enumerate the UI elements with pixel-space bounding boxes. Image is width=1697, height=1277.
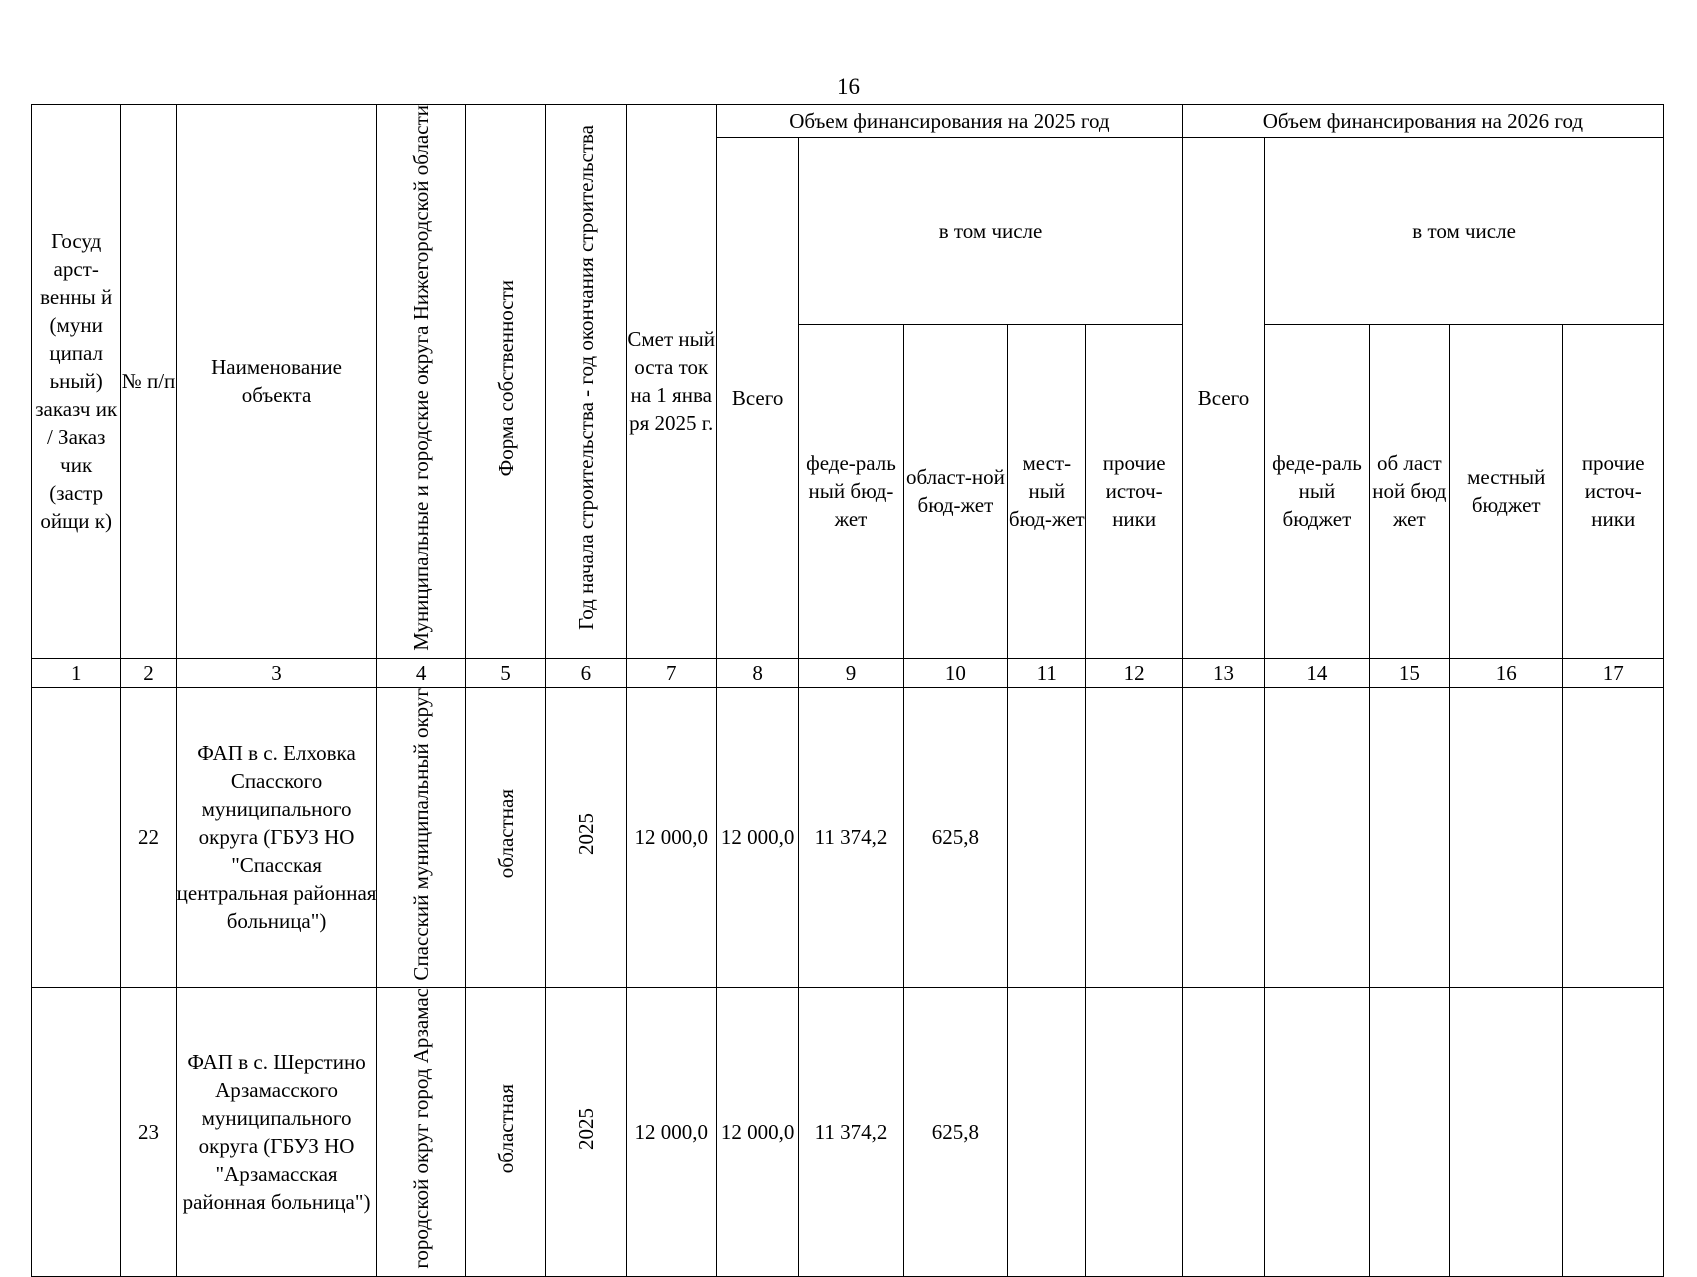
header-customer: Госуд арст-венны й (муни ципал ьный) заказч ик / Заказ чик (застр ойщи к) [32, 105, 121, 659]
cell-local-2025 [1008, 687, 1086, 988]
cell-regional-2026 [1369, 687, 1449, 988]
header-including-2025: в том числе [799, 138, 1183, 325]
column-number: 15 [1369, 658, 1449, 687]
header-local-2026: местный бюджет [1449, 324, 1562, 658]
cell-num: 22 [121, 687, 176, 988]
header-row-1 [32, 105, 1664, 138]
table-row [32, 687, 1664, 988]
header-object-name: Наименование объекта [176, 105, 377, 659]
cell-estimate: 12 000,0 [626, 988, 716, 1277]
cell-local-2026 [1449, 988, 1562, 1277]
header-federal-2025: феде-раль ный бюд-жет [799, 324, 903, 658]
cell-federal-2026 [1265, 687, 1369, 988]
column-number-row [32, 658, 1664, 687]
cell-object-name: ФАП в с. Елховка Спасского муниципального округа (ГБУЗ НО "Спасская центральная районная больница") [176, 687, 377, 988]
column-number: 9 [799, 658, 903, 687]
cell-federal-2025: 11 374,2 [799, 687, 903, 988]
cell-years: 2025 [546, 687, 626, 988]
column-number: 2 [121, 658, 176, 687]
cell-ownership: областная [465, 687, 545, 988]
cell-total-2025: 12 000,0 [716, 687, 798, 988]
cell-other-2026 [1563, 687, 1664, 988]
column-number: 16 [1449, 658, 1562, 687]
header-regional-2025: област-ной бюд-жет [903, 324, 1007, 658]
cell-total-2025: 12 000,0 [716, 988, 798, 1277]
cell-years: 2025 [546, 988, 626, 1277]
column-number: 7 [626, 658, 716, 687]
cell-estimate: 12 000,0 [626, 687, 716, 988]
cell-other-2025 [1086, 687, 1182, 988]
column-number: 6 [546, 658, 626, 687]
cell-federal-2026 [1265, 988, 1369, 1277]
cell-federal-2025: 11 374,2 [799, 988, 903, 1277]
cell-district: городской округ город Арзамас [377, 988, 465, 1277]
column-number: 17 [1563, 658, 1664, 687]
column-number: 8 [716, 658, 798, 687]
cell-ownership: областная [465, 988, 545, 1277]
cell-regional-2025: 625,8 [903, 687, 1007, 988]
cell-customer [32, 988, 121, 1277]
header-other-2026: прочие источ-ники [1563, 324, 1664, 658]
cell-customer [32, 687, 121, 988]
header-federal-2026: феде-раль ный бюджет [1265, 324, 1369, 658]
cell-regional-2025: 625,8 [903, 988, 1007, 1277]
header-district: Муниципальные и городские округа Нижегородской области [377, 105, 465, 659]
column-number: 14 [1265, 658, 1369, 687]
page-number: 16 [837, 74, 860, 99]
header-local-2025: мест-ный бюд-жет [1008, 324, 1086, 658]
header-ownership: Форма собственности [465, 105, 545, 659]
cell-district: Спасский муниципальный округ [377, 687, 465, 988]
header-including-2026: в том числе [1265, 138, 1664, 325]
header-funding-2026: Объем финансирования на 2026 год [1182, 105, 1663, 138]
header-funding-2025: Объем финансирования на 2025 год [716, 105, 1182, 138]
cell-other-2025 [1086, 988, 1182, 1277]
column-number: 4 [377, 658, 465, 687]
cell-local-2025 [1008, 988, 1086, 1277]
column-number: 1 [32, 658, 121, 687]
column-number: 10 [903, 658, 1007, 687]
column-number: 13 [1182, 658, 1264, 687]
cell-object-name: ФАП в с. Шерстино Арзамасского муниципального округа (ГБУЗ НО "Арзамасская районная больница") [176, 988, 377, 1277]
cell-total-2026 [1182, 988, 1264, 1277]
header-num: № п/п [121, 105, 176, 659]
column-number: 3 [176, 658, 377, 687]
table-row [32, 988, 1664, 1277]
column-number: 11 [1008, 658, 1086, 687]
header-regional-2026: об ласт ной бюд жет [1369, 324, 1449, 658]
header-years: Год начала строительства - год окончания строительства [546, 105, 626, 659]
column-number: 12 [1086, 658, 1182, 687]
header-estimate: Смет ный оста ток на 1 янва ря 2025 г. [626, 105, 716, 659]
cell-total-2026 [1182, 687, 1264, 988]
cell-other-2026 [1563, 988, 1664, 1277]
cell-num: 23 [121, 988, 176, 1277]
column-number: 5 [465, 658, 545, 687]
cell-regional-2026 [1369, 988, 1449, 1277]
financing-table [31, 104, 1664, 1277]
header-other-2025: прочие источ-ники [1086, 324, 1182, 658]
cell-local-2026 [1449, 687, 1562, 988]
header-total-2026: Всего [1182, 138, 1264, 659]
header-total-2025: Всего [716, 138, 798, 659]
